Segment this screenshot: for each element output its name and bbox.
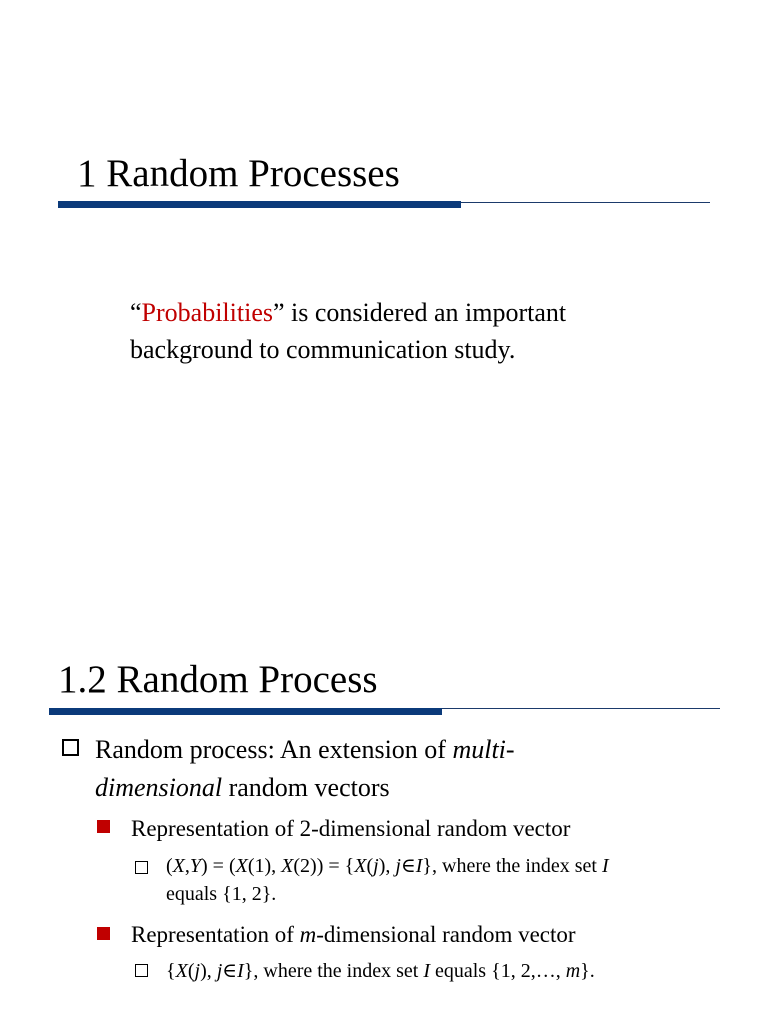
red-square-bullet-icon xyxy=(97,820,110,833)
intro-paragraph xyxy=(130,294,690,368)
close-quote: ” xyxy=(272,298,285,327)
hollow-square-bullet-icon xyxy=(62,739,79,756)
paragraph-text: is considered an important background to communication study. xyxy=(130,298,567,364)
slide-2 xyxy=(0,512,768,1024)
bullet-random-process: Random process: An extension of multi- dimensional random vectors xyxy=(95,735,515,802)
small-hollow-square-bullet-icon xyxy=(135,964,148,977)
title-underline-thick xyxy=(49,708,442,715)
slide-title: 1 Random Processes xyxy=(77,152,400,195)
probabilities-highlight: Probabilities xyxy=(141,298,273,327)
bullet-md-representation: Representation of m-dimensional random vector xyxy=(131,922,576,947)
small-hollow-square-bullet-icon xyxy=(135,861,148,874)
open-quote: “ xyxy=(130,298,142,327)
red-square-bullet-icon xyxy=(97,927,110,940)
bullet-2d-formula: (X,Y) = (X(1), X(2)) = {X(j), j∈I}, where the index set I equals {1, 2}. xyxy=(166,855,609,905)
bullet-2d-representation: Representation of 2-dimensional random vector xyxy=(131,816,571,841)
title-underline-thick xyxy=(58,201,461,208)
bullet-md-formula: {X(j), j∈I}, where the index set I equals {1, 2,…, m}. xyxy=(166,960,595,982)
slide-title: 1.2 Random Process xyxy=(58,658,378,701)
